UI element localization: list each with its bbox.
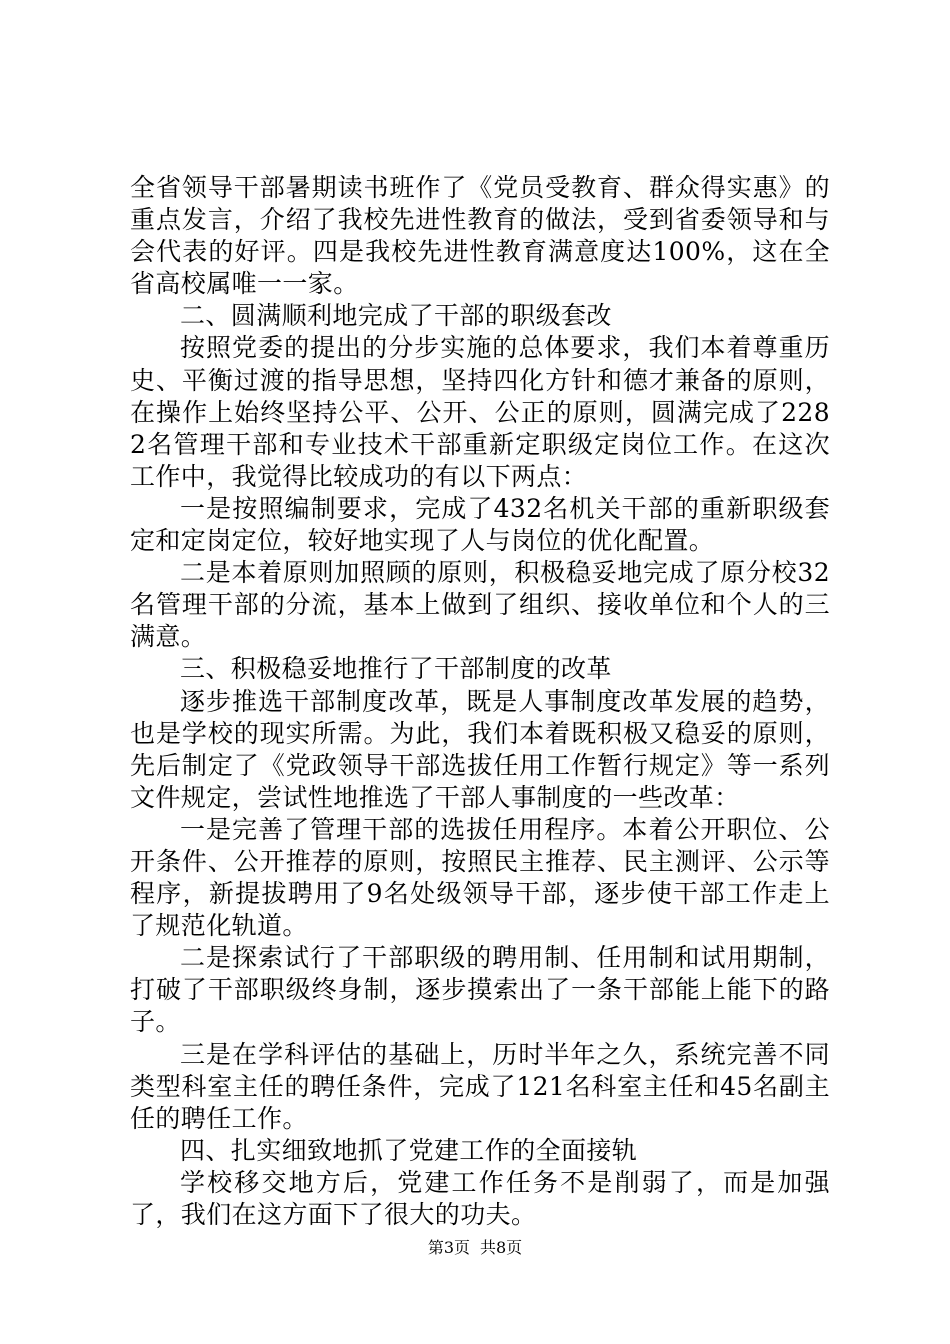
paragraph-8: 一是完善了管理干部的选拔任用程序。本着公开职位、公开条件、公开推荐的原则，按照民主推荐、民主测评、公示等程序，新提拔聘用了9名处级领导干部，逐步使干部工作走上了规范化轨道。 xyxy=(130,814,830,941)
paragraph-10: 三是在学科评估的基础上，历时半年之久，系统完善不同类型科室主任的聘任条件，完成了121名科室主任和45名副主任的聘任工作。 xyxy=(130,1039,830,1133)
section-heading-2: 二、圆满顺利地完成了干部的职级套改 xyxy=(180,301,612,331)
page-number-current: 第3页 xyxy=(427,1238,470,1257)
paragraph-7: 逐步推选干部制度改革，既是人事制度改革发展的趋势，也是学校的现实所需。为此，我们本着既积极又稳妥的原则，先后制定了《党政领导干部选拔任用工作暂行规定》等一系列文件规定，尝试性地推选了干部人事制度的一些改革： xyxy=(130,686,830,812)
paragraph-5: 二是本着原则加照顾的原则，积极稳妥地完成了原分校32名管理干部的分流，基本上做到了组织、接收单位和个人的三满意。 xyxy=(130,558,830,652)
page-number-total: 共8页 xyxy=(480,1238,523,1257)
section-heading-3: 三、积极稳妥地推行了干部制度的改革 xyxy=(180,654,612,684)
document-body xyxy=(130,172,830,1231)
page-footer xyxy=(0,1238,950,1258)
section-heading-4: 四、扎实细致地抓了党建工作的全面接轨 xyxy=(180,1135,638,1165)
paragraph-1: 全省领导干部暑期读书班作了《党员受教育、群众得实惠》的重点发言，介绍了我校先进性教育的做法，受到省委领导和与会代表的好评。四是我校先进性教育满意度达100%，这在全省高校属唯一一家。 xyxy=(130,173,830,299)
paragraph-3: 按照党委的提出的分步实施的总体要求，我们本着尊重历史、平衡过渡的指导思想，坚持四化方针和德才兼备的原则，在操作上始终坚持公平、公开、公正的原则，圆满完成了2282名管理干部和专业技术干部重新定职级定岗位工作。在这次工作中，我觉得比较成功的有以下两点： xyxy=(130,333,830,491)
paragraph-9: 二是探索试行了干部职级的聘用制、任用制和试用期制，打破了干部职级终身制，逐步摸索出了一条干部能上能下的路子。 xyxy=(130,943,830,1037)
paragraph-4: 一是按照编制要求，完成了432名机关干部的重新职级套定和定岗定位，较好地实现了人与岗位的优化配置。 xyxy=(130,493,830,556)
paragraph-12: 学校移交地方后，党建工作任务不是削弱了，而是加强了，我们在这方面下了很大的功夫。 xyxy=(130,1167,830,1229)
